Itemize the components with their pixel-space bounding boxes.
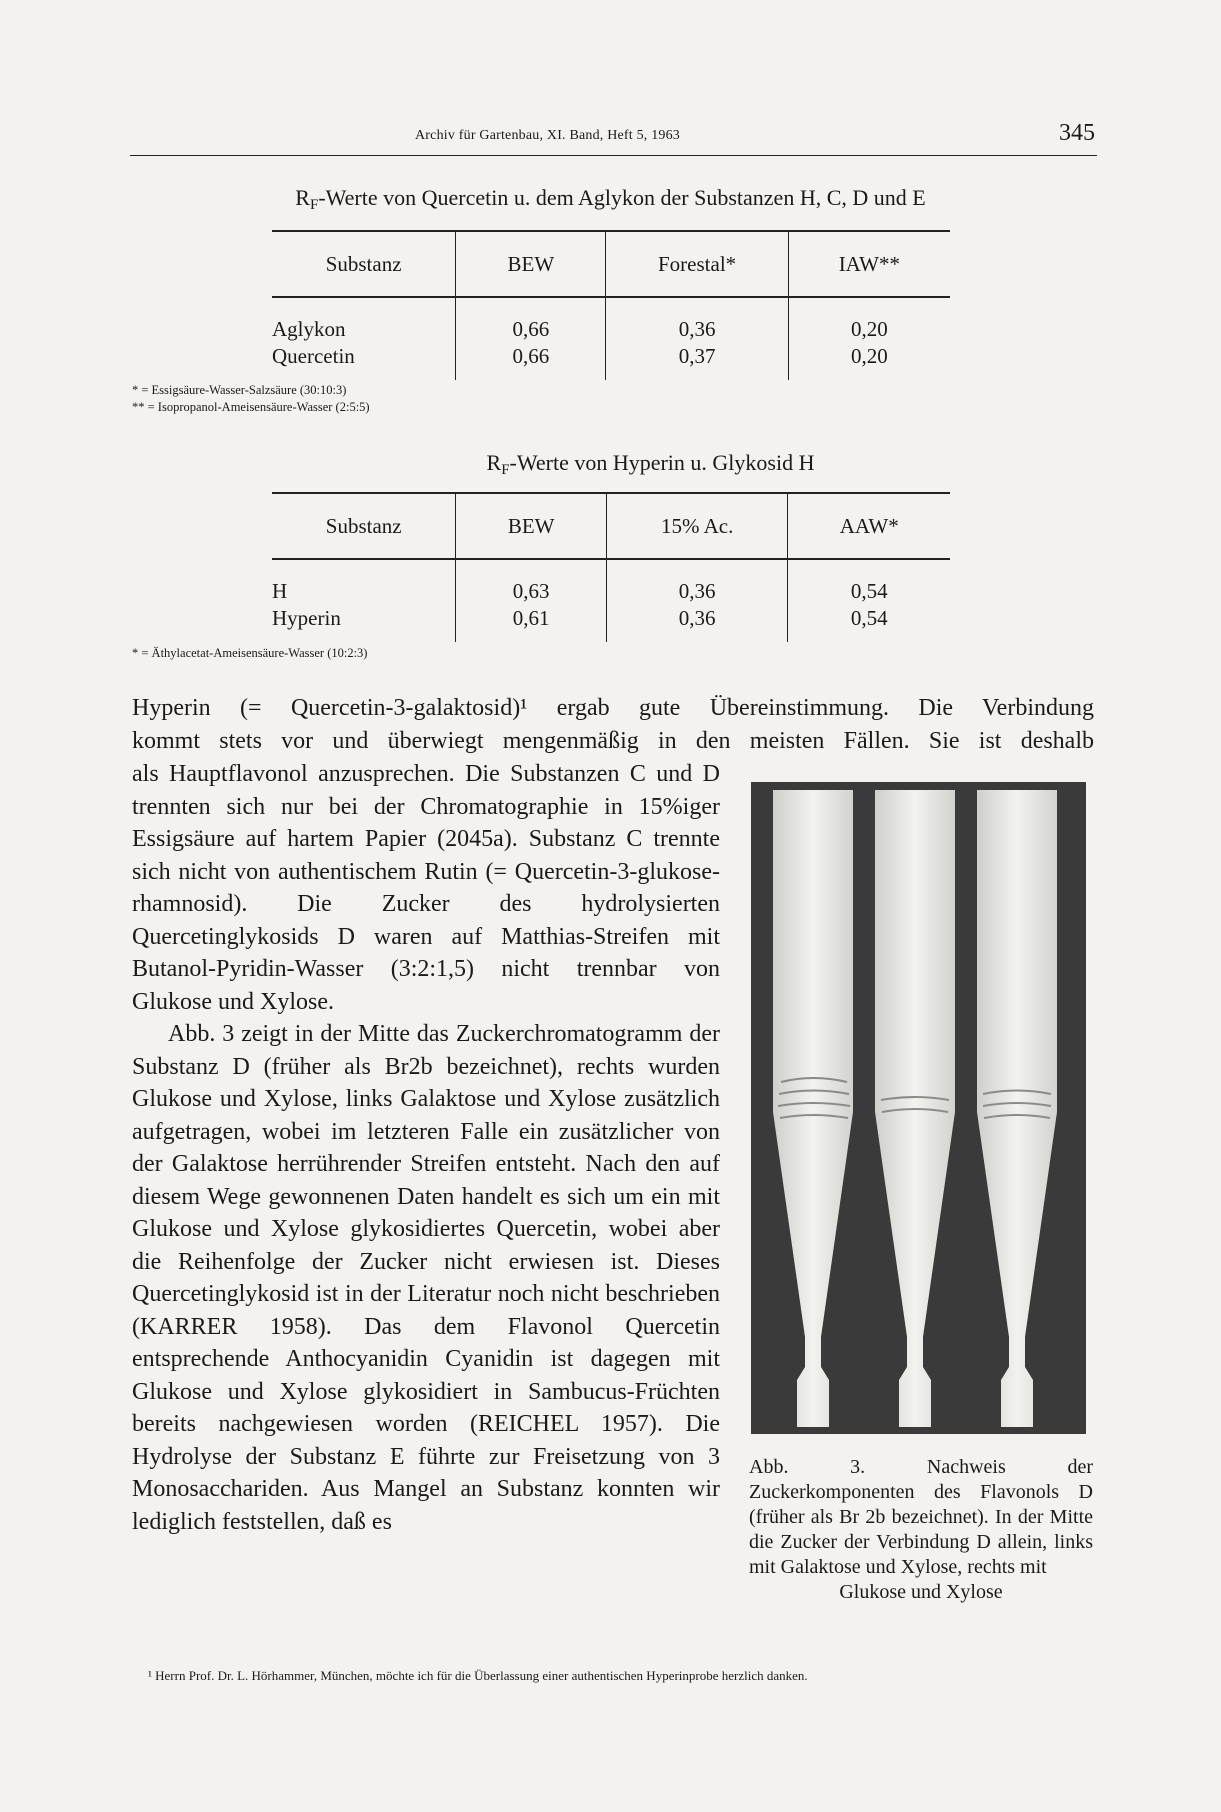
table1-col-iaw: IAW** — [788, 231, 950, 297]
figure-caption: Abb. 3. Nachweis der Zuckerkomponenten des Flavonols D (früher als Br 2b bezeichnet). In der Mitte die Zucker der Verbindung D allein, links mit Galaktose und Xylose, rechts mit Glukose und Xylose — [749, 1456, 1093, 1603]
running-header: Archiv für Gartenbau, XI. Band, Heft 5, 1963 — [414, 128, 680, 143]
table2-col-aaw: AAW* — [788, 493, 950, 559]
paragraph: als Hauptflavonol anzusprechen. Die Substanzen C und D trennten sich nur bei der Chromatographie in 15%iger Essigsäure auf hartem Papier (2045a). Substanz C trennte sich nicht von authentischem Rutin (= Quercetin-3-glukose-rhamnosid). Die Zucker des hydrolysierten Quercetinglykosids D waren auf Matthias-Streifen mit Butanol-Pyridin-Wasser (3:2:1,5) nicht trennbar von Glukose und Xylose. — [132, 761, 720, 1015]
table2-title: RF-Werte von Hyperin u. Glykosid H — [486, 450, 815, 478]
body-line: Hyperin (= Quercetin-3-galaktosid)¹ ergab gute Übereinstimmung. Die Verbindung — [132, 695, 1094, 721]
table-row: H Hyperin 0,63 0,61 0,36 0,36 0,54 0,54 — [272, 559, 950, 642]
body-text-column — [132, 758, 720, 1538]
body-text-full-width — [132, 692, 1094, 758]
chromatogram-photo — [751, 782, 1086, 1434]
table2-col-bew: BEW — [456, 493, 607, 559]
table2-notes: * = Äthylacetat-Ameisensäure-Wasser (10:2:3) — [132, 646, 368, 660]
table1-col-forestal: Forestal* — [606, 231, 788, 297]
table1 — [272, 230, 950, 380]
table1-col-bew: BEW — [456, 231, 606, 297]
table2-col-substanz: Substanz — [272, 493, 456, 559]
chromatogram-figure — [751, 782, 1086, 1434]
table2 — [272, 492, 950, 642]
header-rule — [130, 155, 1097, 156]
page-number: 345 — [1059, 120, 1095, 146]
footnote: ¹ Herrn Prof. Dr. L. Hörhammer, München, möchte ich für die Überlassung einer authentischen Hyperinprobe herzlich danken. — [148, 1668, 808, 1683]
body-line: kommt stets vor und überwiegt mengenmäßig in den meisten Fällen. Sie ist deshalb — [132, 728, 1094, 754]
paragraph: Abb. 3 zeigt in der Mitte das Zuckerchromatogramm der Substanz D (früher als Br2b bezeichnet), rechts wurden Glukose und Xylose, links Galaktose und Xylose zusätzlich aufgetragen, wobei im letzteren Falle ein zusätzlicher von der Galaktose herrührender Streifen entsteht. Nach den auf diesem Wege gewonnenen Daten handelt es sich um ein mit Glukose und Xylose glykosidiertes Quercetin, wobei aber die Reihenfolge der Zucker nicht erwiesen ist. Dieses Quercetinglykosid ist in der Literatur noch nicht beschrieben (KARRER 1958). Das dem Flavonol Quercetin entsprechende Anthocyanidin Cyanidin ist dagegen mit Glukose und Xylose glykosidiert in Sambucus-Früchten bereits nachgewiesen worden (REICHEL 1957). Die Hydrolyse der Substanz E führte zur Freisetzung von 3 Monosacchariden. Aus Mangel an Substanz konnten wir lediglich feststellen, daß es — [132, 1021, 720, 1535]
table1-col-substanz: Substanz — [272, 231, 456, 297]
table1-notes: * = Essigsäure-Wasser-Salzsäure (30:10:3) ** = Isopropanol-Ameisensäure-Wasser (2:5:5) — [132, 383, 370, 414]
table1-title: RF-Werte von Quercetin u. dem Aglykon der Substanzen H, C, D und E — [295, 185, 926, 213]
table2-col-ac: 15% Ac. — [606, 493, 788, 559]
table-row: Aglykon Quercetin 0,66 0,66 0,36 0,37 0,20 0,20 — [272, 297, 950, 380]
